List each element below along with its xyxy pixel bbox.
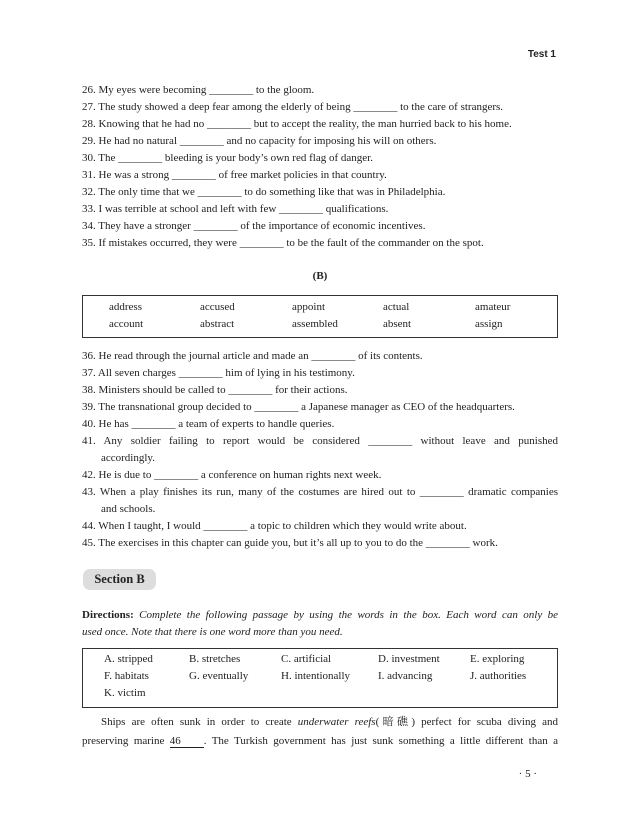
- word-option: A. stripped: [104, 653, 153, 665]
- part-b-title: (B): [312, 270, 328, 282]
- word-box-section-b: [82, 648, 558, 708]
- question-item: 29. He had no natural ________ and no capacity for imposing his will on others.: [82, 135, 437, 147]
- word-option: I. advancing: [378, 670, 433, 682]
- question-item: 38. Ministers should be called to ________ for their actions.: [82, 384, 348, 396]
- directions-text-2: used once. Note that there is one word more than you need.: [82, 626, 343, 638]
- question-item: 41. Any soldier failing to report would be considered ________ without leave and punished: [82, 435, 558, 447]
- word-option: accused: [200, 301, 235, 313]
- word-box-b: [82, 295, 558, 338]
- passage-text: (暗礁) perfect for scuba diving and: [375, 716, 558, 728]
- word-option: assign: [475, 318, 503, 330]
- word-option: K. victim: [104, 687, 146, 699]
- question-item: 39. The transnational group decided to ________ a Japanese manager as CEO of the headquarters.: [82, 401, 515, 413]
- directions-line-2: [82, 624, 558, 641]
- question-item: 28. Knowing that he had no ________ but to accept the reality, the man hurried back to his home.: [82, 118, 512, 130]
- word-option: E. exploring: [470, 653, 525, 665]
- passage-text: Ships are often sunk in order to create: [101, 716, 298, 728]
- question-item: 34. They have a stronger ________ of the importance of economic incentives.: [82, 220, 426, 232]
- page-number: · 5 ·: [518, 768, 537, 780]
- passage-line-1: [82, 714, 558, 731]
- question-item: 36. He read through the journal article and made an ________ of its contents.: [82, 350, 423, 362]
- question-item: and schools.: [101, 503, 156, 515]
- passage-text: preserving marine: [82, 735, 170, 747]
- question-item: 35. If mistakes occurred, they were ________ to be the fault of the commander on the spot.: [82, 237, 484, 249]
- question-item: 44. When I taught, I would ________ a topic to children which they would write about.: [82, 520, 467, 532]
- word-option: J. authorities: [470, 670, 527, 682]
- question-item: 30. The ________ bleeding is your body’s own red flag of danger.: [82, 152, 373, 164]
- word-option: amateur: [475, 301, 511, 313]
- passage-line-2: [82, 733, 558, 750]
- passage-text: . The Turkish government has just sunk something a little different than a: [203, 735, 559, 747]
- word-option: abstract: [200, 318, 235, 330]
- word-option: assembled: [292, 318, 338, 330]
- question-item: accordingly.: [101, 452, 155, 464]
- question-item: 40. He has ________ a team of experts to handle queries.: [82, 418, 335, 430]
- passage-italic: underwater reefs: [297, 716, 376, 728]
- section-b-badge: Section B: [83, 569, 156, 590]
- word-option: B. stretches: [189, 653, 241, 665]
- word-option: actual: [383, 301, 410, 313]
- word-option: G. eventually: [189, 670, 249, 682]
- question-item: 26. My eyes were becoming ________ to the gloom.: [82, 84, 315, 96]
- word-option: C. artificial: [281, 653, 332, 665]
- page-header: Test 1: [527, 49, 556, 60]
- word-option: absent: [383, 318, 412, 330]
- word-option: address: [109, 301, 142, 313]
- question-item: 43. When a play finishes its run, many of the costumes are hired out to ________ dramatic companies: [82, 486, 558, 498]
- question-item: 37. All seven charges ________ him of lying in his testimony.: [82, 367, 355, 379]
- question-item: 33. I was terrible at school and left with few ________ qualifications.: [82, 203, 389, 215]
- question-item: 27. The study showed a deep fear among the elderly of being ________ to the care of strangers.: [82, 101, 504, 113]
- directions-label: Directions:: [82, 609, 134, 621]
- blank-46[interactable]: 46: [170, 735, 204, 748]
- word-option: D. investment: [378, 653, 440, 665]
- question-item: 45. The exercises in this chapter can guide you, but it’s all up to you to do the ________ work.: [82, 537, 498, 549]
- word-option: account: [109, 318, 144, 330]
- directions-line-1: [82, 607, 558, 624]
- question-item: 31. He was a strong ________ of free market policies in that country.: [82, 169, 387, 181]
- question-item: 42. He is due to ________ a conference on human rights next week.: [82, 469, 382, 481]
- word-option: F. habitats: [104, 670, 149, 682]
- question-item: 32. The only time that we ________ to do something like that was in Philadelphia.: [82, 186, 446, 198]
- word-option: H. intentionally: [281, 670, 351, 682]
- word-option: appoint: [292, 301, 325, 313]
- directions-text: Complete the following passage by using the words in the box. Each word can only be: [139, 609, 559, 621]
